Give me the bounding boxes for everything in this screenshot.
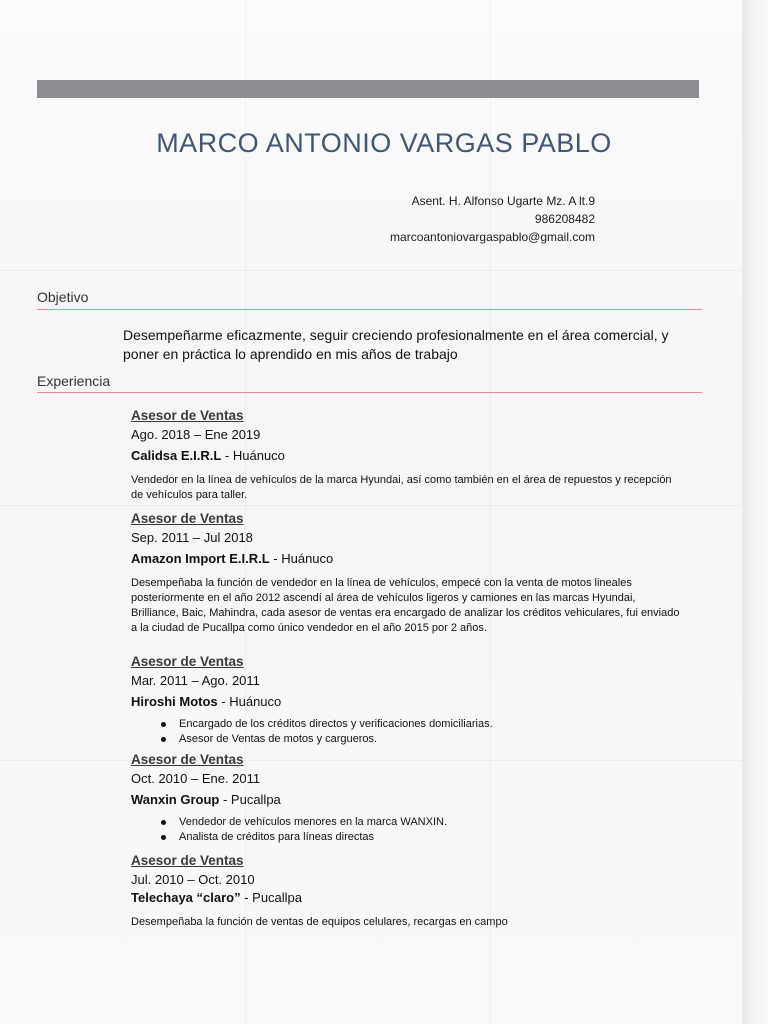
job-title: Asesor de Ventas bbox=[131, 853, 244, 868]
job-entry bbox=[131, 653, 691, 747]
job-entry bbox=[131, 407, 691, 503]
job-description: Desempeñaba la función de vendedor en la línea de vehículos, empecé con la venta de motos lineales posteriormente en el año 2012 ascendí al área de vehículos ligeros y camiones en las marcas Hyundai, Brilliance, Baic, Mahindra, cada asesor de ventas era encargado de analizar los créditos vehiculares, fui enviado a la ciudad de Pucallpa como único vendedor en el año 2015 por 2 años. bbox=[131, 577, 680, 634]
job-company bbox=[131, 693, 691, 711]
job-entry bbox=[131, 510, 691, 636]
job-description: Vendedor en la línea de vehículos de la marca Hyundai, así como también en el área de repuestos y recepción de vehículos para taller. bbox=[131, 474, 672, 501]
header-bar bbox=[37, 80, 699, 98]
company-location: - Pucallpa bbox=[219, 792, 281, 807]
company-location: - Huánuco bbox=[221, 448, 285, 463]
job-bullet: Encargado de los créditos directos y verificaciones domiciliarias. bbox=[161, 717, 691, 732]
job-dates: Jul. 2010 – Oct. 2010 bbox=[131, 872, 255, 887]
job-title: Asesor de Ventas bbox=[131, 654, 244, 669]
company-location: - Huánuco bbox=[217, 694, 282, 709]
job-title: Asesor de Ventas bbox=[131, 752, 244, 767]
job-dates: Mar. 2011 – Ago. 2011 bbox=[131, 673, 260, 688]
company-name: Wanxin Group bbox=[131, 792, 220, 807]
paper-fold-line bbox=[0, 270, 742, 271]
contact-email: marcoantoniovargaspablo@gmail.com bbox=[390, 230, 595, 244]
job-dates: Ago. 2018 – Ene 2019 bbox=[131, 427, 261, 442]
paper-fold-line bbox=[0, 505, 742, 506]
job-company bbox=[131, 791, 691, 809]
job-dates: Oct. 2010 – Ene. 2011 bbox=[131, 771, 261, 786]
page-edge-shadow bbox=[742, 0, 768, 1024]
objective-heading: Objetivo bbox=[37, 289, 89, 305]
job-dates: Sep. 2011 – Jul 2018 bbox=[131, 530, 253, 545]
job-company bbox=[131, 550, 691, 568]
job-bullet: Asesor de Ventas de motos y cargueros. bbox=[161, 732, 691, 747]
experience-rule bbox=[37, 392, 702, 393]
company-location: - Huánuco bbox=[269, 551, 334, 566]
company-location: - Pucallpa bbox=[240, 890, 303, 905]
company-name: Amazon Import E.I.R.L bbox=[131, 551, 270, 566]
company-name: Hiroshi Motos bbox=[131, 694, 218, 709]
job-company bbox=[131, 447, 691, 465]
job-bullet-list bbox=[131, 815, 691, 845]
job-bullet: Analista de créditos para líneas directas bbox=[161, 830, 691, 845]
job-title: Asesor de Ventas bbox=[131, 511, 244, 526]
candidate-name: MARCO ANTONIO VARGAS PABLO bbox=[156, 128, 612, 158]
objective-rule bbox=[37, 309, 702, 310]
job-company bbox=[131, 889, 691, 907]
contact-block bbox=[390, 192, 595, 246]
job-title: Asesor de Ventas bbox=[131, 408, 244, 423]
company-name: Calidsa E.I.R.L bbox=[131, 448, 222, 463]
job-description: Desempeñaba la función de ventas de equipos celulares, recargas en campo bbox=[131, 916, 508, 928]
contact-address: Asent. H. Alfonso Ugarte Mz. A lt.9 bbox=[411, 194, 595, 208]
objective-text: Desempeñarme eficazmente, seguir creciendo profesionalmente en el área comercial, y poner en práctica lo aprendido en mis años de trabajo bbox=[123, 327, 669, 362]
job-bullet: Vendedor de vehículos menores en la marca WANXIN. bbox=[161, 815, 691, 830]
experience-heading: Experiencia bbox=[37, 373, 111, 389]
job-bullet-list bbox=[131, 717, 691, 747]
job-entry bbox=[131, 751, 691, 845]
job-entry bbox=[131, 852, 691, 930]
company-name: Telechaya “claro” bbox=[131, 890, 241, 905]
contact-phone: 986208482 bbox=[534, 212, 595, 226]
